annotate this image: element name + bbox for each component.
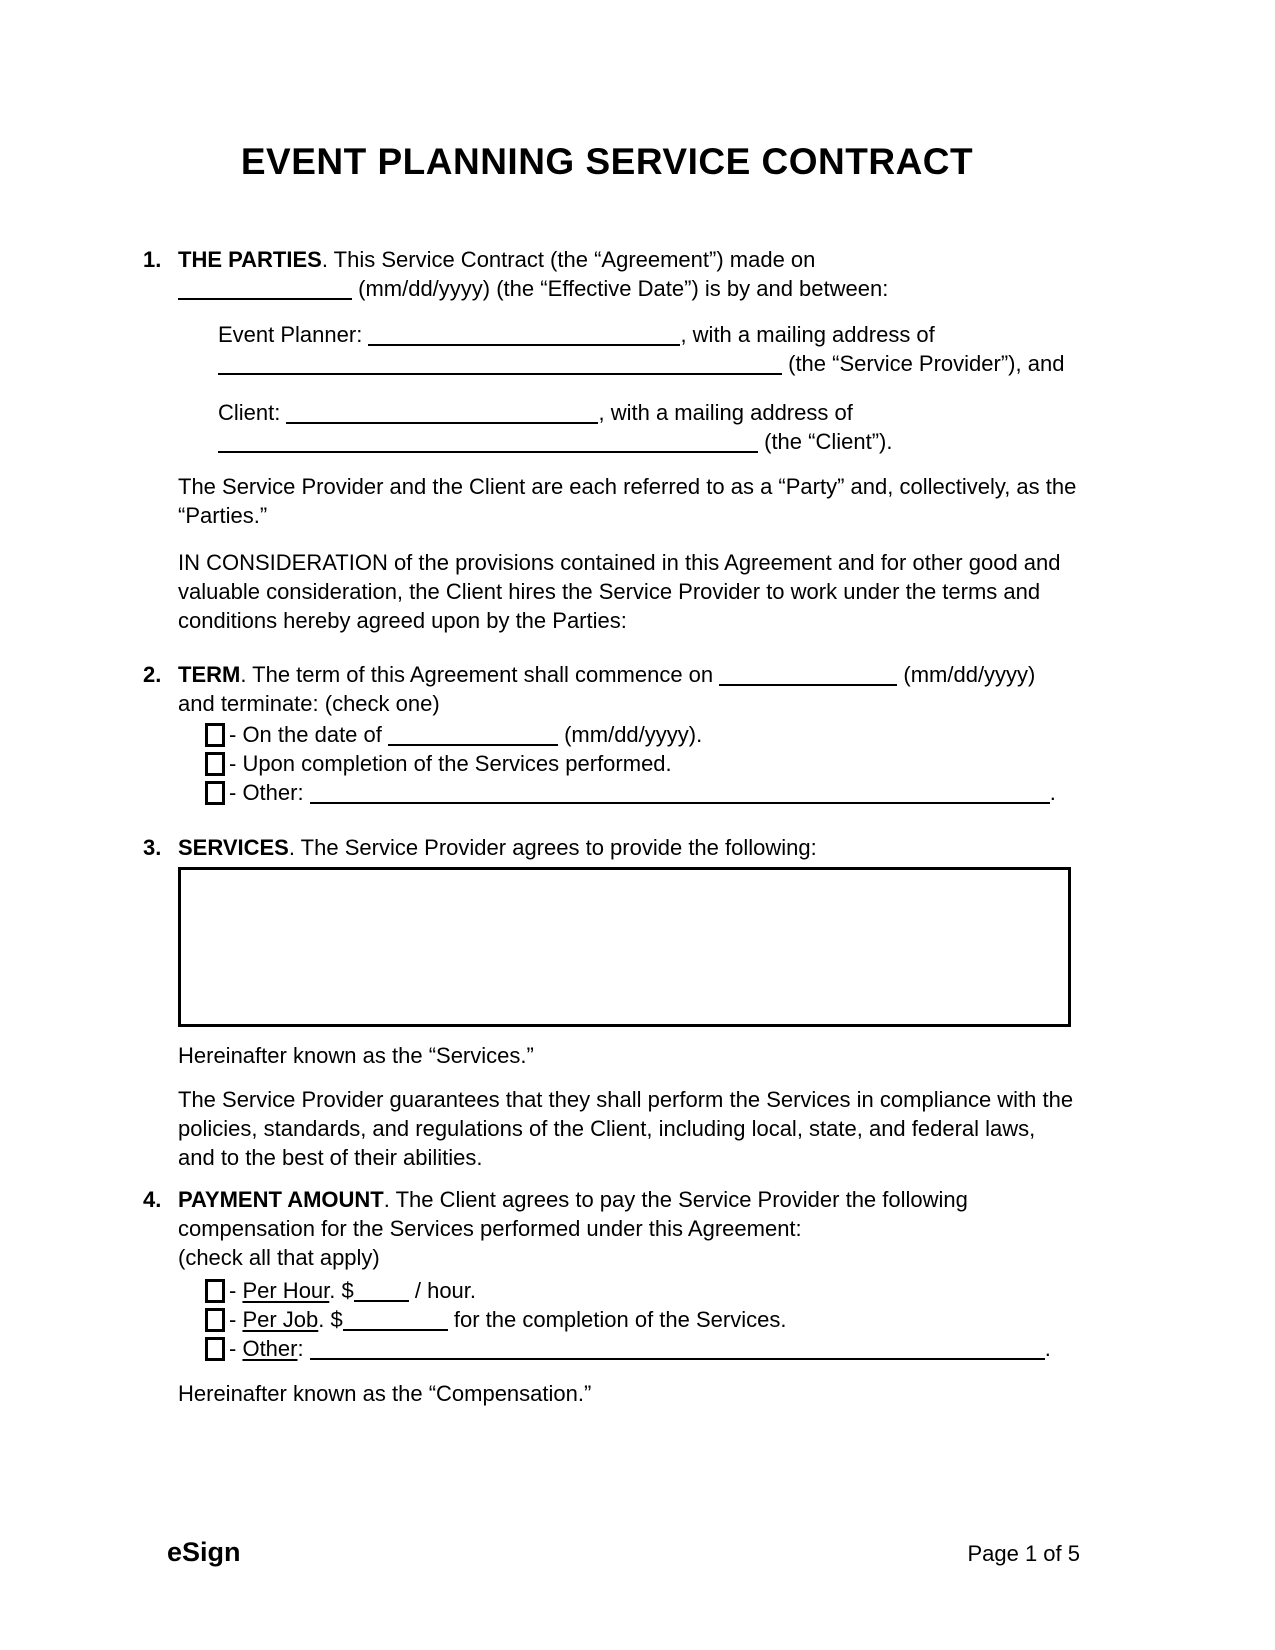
payment-line2: compensation for the Services performed under this Agreement:: [178, 1216, 802, 1241]
per-job-label: Per Job: [242, 1307, 319, 1332]
payment-other-suffix: .: [1044, 1336, 1051, 1361]
term-other-checkbox[interactable]: [205, 781, 225, 805]
term-on-date-suffix: (mm/dd/yyyy).: [557, 722, 703, 747]
term-completion-checkbox[interactable]: [205, 752, 225, 776]
parties-paragraph-line: The Service Provider and the Client are each referred to as a “Party” and, collectively, as the: [178, 474, 1077, 499]
payment-options: [205, 1276, 1071, 1363]
services-hereinafter: Hereinafter known as the “Services.”: [178, 1043, 534, 1068]
page-number: Page 1 of 5: [967, 1541, 1080, 1566]
term-other-text: - Other:: [229, 780, 310, 805]
page-footer: [167, 1538, 1080, 1568]
term-completion-text: - Upon completion of the Services performed.: [229, 751, 672, 776]
services-guarantee-line: policies, standards, and regulations of the Client, including local, state, and federal laws,: [178, 1116, 1036, 1141]
payment-line3: (check all that apply): [178, 1245, 380, 1270]
services-guarantee-paragraph: [178, 1085, 1074, 1172]
term-on-date-checkbox[interactable]: [205, 723, 225, 747]
parties-paragraph: [178, 472, 1077, 530]
payment-other-dash: -: [229, 1336, 243, 1361]
consideration-paragraph-line: IN CONSIDERATION of the provisions contained in this Agreement and for other good and: [178, 550, 1061, 575]
per-hour-mid: . $: [329, 1278, 354, 1303]
client-after-address: (the “Client”).: [758, 429, 893, 454]
section-payment-number: 4.: [143, 1187, 162, 1212]
term-end-date-blank[interactable]: [388, 732, 558, 746]
parties-paragraph-line: “Parties.”: [178, 503, 268, 528]
section-services: [143, 833, 1074, 1172]
event-planner-name-blank[interactable]: [368, 332, 680, 346]
consideration-paragraph: [178, 548, 1071, 635]
term-other-blank[interactable]: [310, 790, 1050, 804]
client-name-blank[interactable]: [286, 410, 598, 424]
term-intro-text: . The term of this Agreement shall commence on: [240, 662, 720, 687]
term-start-date-blank[interactable]: [719, 672, 897, 686]
per-hour-suffix: / hour.: [408, 1278, 477, 1303]
payment-other-mid: :: [297, 1336, 310, 1361]
term-date-suffix: (mm/dd/yyyy): [897, 662, 1036, 687]
section-term-heading: TERM: [178, 662, 241, 687]
per-job-dash: -: [229, 1307, 243, 1332]
document-title: EVENT PLANNING SERVICE CONTRACT: [240, 141, 974, 182]
client-label: Client:: [218, 400, 287, 425]
event-planner-address-blank[interactable]: [218, 361, 782, 375]
event-planner-label: Event Planner:: [218, 322, 369, 347]
term-options: [205, 720, 1071, 807]
client-after-name: , with a mailing address of: [598, 400, 853, 425]
payment-other-blank[interactable]: [310, 1346, 1045, 1360]
brand-logo: eSign: [167, 1537, 241, 1567]
per-job-rate-blank[interactable]: [343, 1317, 448, 1331]
consideration-paragraph-line: valuable consideration, the Client hires the Service Provider to work under the terms and: [178, 579, 1041, 604]
event-planner-after-name: , with a mailing address of: [680, 322, 935, 347]
parties-intro-text: . This Service Contract (the “Agreement”) made on: [321, 247, 816, 272]
payment-intro-text: . The Client agrees to pay the Service Provider the following: [383, 1187, 968, 1212]
client-address-blank[interactable]: [218, 439, 758, 453]
section-services-heading: SERVICES: [178, 835, 289, 860]
consideration-paragraph-line: conditions hereby agreed upon by the Parties:: [178, 608, 627, 633]
per-job-checkbox[interactable]: [205, 1308, 225, 1332]
payment-hereinafter: Hereinafter known as the “Compensation.”: [178, 1381, 592, 1406]
event-planner-block: [218, 320, 1071, 378]
per-hour-rate-blank[interactable]: [354, 1288, 409, 1302]
services-guarantee-line: and to the best of their abilities.: [178, 1145, 483, 1170]
effective-date-suffix: (mm/dd/yyyy) (the “Effective Date”) is by and between:: [352, 276, 889, 301]
per-hour-checkbox[interactable]: [205, 1279, 225, 1303]
section-parties: [143, 245, 1077, 635]
per-hour-label: Per Hour: [242, 1278, 330, 1303]
event-planner-after-address: (the “Service Provider”), and: [782, 351, 1065, 376]
services-guarantee-line: The Service Provider guarantees that they shall perform the Services in compliance with the: [178, 1087, 1074, 1112]
section-term-number: 2.: [143, 662, 162, 687]
term-line2: and terminate: (check one): [178, 691, 440, 716]
term-other-suffix: .: [1049, 780, 1056, 805]
per-job-mid: . $: [318, 1307, 343, 1332]
payment-other-label: Other: [242, 1336, 298, 1361]
services-description-box[interactable]: [178, 867, 1071, 1027]
client-block: [218, 398, 1071, 456]
section-services-number: 3.: [143, 835, 162, 860]
per-hour-dash: -: [229, 1278, 243, 1303]
section-payment-heading: PAYMENT AMOUNT: [178, 1187, 384, 1212]
section-payment: [143, 1185, 1071, 1408]
services-intro-text: . The Service Provider agrees to provide the following:: [288, 835, 817, 860]
section-parties-number: 1.: [143, 247, 162, 272]
per-job-suffix: for the completion of the Services.: [447, 1307, 787, 1332]
effective-date-blank[interactable]: [178, 286, 352, 300]
term-on-date-text: - On the date of: [229, 722, 388, 747]
section-parties-heading: THE PARTIES: [178, 247, 322, 272]
payment-other-checkbox[interactable]: [205, 1337, 225, 1361]
section-term: [143, 660, 1071, 807]
